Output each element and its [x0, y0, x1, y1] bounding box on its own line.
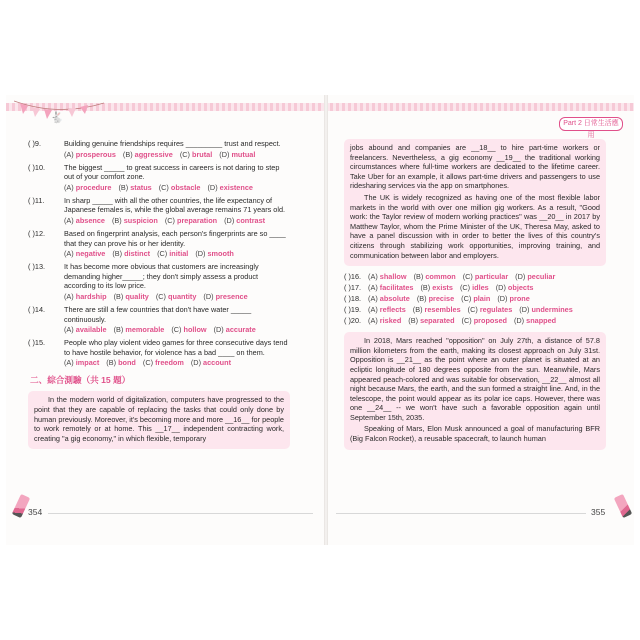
question-number[interactable]: ( )19.	[344, 305, 362, 315]
question-text: Building genuine friendships requires _________ trust and respect.	[64, 139, 281, 148]
question-text: Based on fingerprint analysis, each person's fingerprints are so ____ that they can prove his or her identity.	[64, 228, 286, 248]
option-letter: (C)	[462, 272, 473, 282]
option-letter: (C)	[157, 249, 168, 259]
option-letter: (C)	[158, 182, 169, 192]
option-word: freedom	[155, 358, 184, 368]
footer-rule-left	[48, 513, 313, 514]
option-letter: (D)	[519, 305, 530, 315]
option[interactable]	[515, 272, 555, 282]
pencil-icon	[614, 494, 632, 518]
option[interactable]	[112, 216, 158, 226]
option-word: impact	[75, 358, 100, 368]
option-word: prone	[509, 294, 530, 304]
question-number[interactable]: ( )18.	[344, 294, 362, 304]
passage-text: In the modern world of digitalization, computers have progressed to the point that they are capable of replacing the tasks that could only done by human previously. Moreover, it's becoming more and more __16__ for people to work remotely or at home. This __17__ independent contracting work, creating "a gig economy," in which flexible, temporary	[34, 395, 284, 443]
option-letter: (A)	[64, 291, 74, 301]
option[interactable]	[191, 358, 231, 368]
option[interactable]	[368, 294, 410, 304]
question-number[interactable]: ( )15.	[28, 338, 46, 348]
question-item	[28, 305, 290, 335]
option-letter: (D)	[195, 249, 206, 259]
option-letter: (C)	[179, 149, 190, 159]
option-word: memorable	[125, 325, 165, 335]
option-word: existence	[219, 182, 253, 192]
option[interactable]	[180, 150, 212, 160]
option[interactable]	[106, 358, 136, 368]
option[interactable]	[156, 292, 197, 302]
left-page	[28, 139, 290, 449]
option[interactable]	[118, 183, 151, 193]
option-letter: (B)	[106, 358, 117, 368]
question-item	[344, 271, 606, 282]
option[interactable]	[368, 316, 401, 326]
option-letter: (B)	[113, 291, 124, 301]
options-row	[368, 305, 573, 315]
option-letter: (C)	[155, 291, 166, 301]
question-number[interactable]: ( )12.	[28, 228, 46, 238]
question-item	[344, 282, 606, 293]
question-number[interactable]: ( )17.	[344, 283, 362, 293]
option-letter: (D)	[207, 182, 218, 192]
option[interactable]	[157, 249, 188, 259]
option[interactable]	[519, 305, 573, 315]
question-number[interactable]: ( )9.	[28, 139, 41, 148]
option-word: smooth	[207, 249, 234, 259]
passage-box	[28, 391, 290, 449]
question-item	[28, 163, 290, 193]
option[interactable]	[414, 272, 456, 282]
option-letter: (C)	[142, 358, 154, 368]
option-word: aggressive	[134, 149, 173, 159]
option-word: resembles	[424, 305, 461, 315]
option-word: undermines	[531, 305, 573, 315]
option-word: facilitates	[379, 283, 414, 293]
question-text: The biggest _____ to great success in careers is not daring to step out of your comfort zone.	[64, 162, 280, 182]
right-page	[344, 139, 606, 450]
option[interactable]	[514, 316, 556, 326]
option-letter: (C)	[461, 294, 472, 304]
options-row	[64, 325, 290, 335]
option-word: accurate	[225, 325, 256, 335]
option-letter: (C)	[164, 215, 175, 225]
question-text: In sharp _____ with all the other countries, the life expectancy of Japanese females is, while the global average remains 71 years old.	[64, 195, 286, 215]
option-word: status	[130, 182, 152, 192]
option-letter: (D)	[495, 283, 506, 293]
book-spine	[324, 95, 328, 545]
option[interactable]	[496, 283, 534, 293]
options-row	[368, 316, 556, 326]
option[interactable]	[413, 305, 461, 315]
option-word: particular	[474, 272, 509, 282]
option-word: regulates	[479, 305, 513, 315]
option[interactable]	[123, 150, 173, 160]
options-row	[368, 294, 530, 304]
passage-box-2	[344, 332, 606, 450]
question-number[interactable]: ( )16.	[344, 272, 362, 282]
question-item	[344, 304, 606, 315]
option[interactable]	[420, 283, 452, 293]
footer-rule-right	[336, 513, 586, 514]
option-word: presence	[215, 291, 248, 301]
question-item	[28, 338, 290, 368]
option-word: absence	[75, 215, 105, 225]
option-letter: (A)	[368, 283, 378, 293]
option-word: shallow	[379, 272, 407, 282]
option-word: risked	[379, 316, 402, 326]
option-letter: (C)	[467, 305, 478, 315]
question-number[interactable]: ( )13.	[28, 262, 46, 272]
option[interactable]	[64, 358, 99, 368]
option[interactable]	[159, 183, 201, 193]
question-number[interactable]: ( )10.	[28, 162, 46, 172]
option-letter: (D)	[515, 272, 526, 282]
option[interactable]	[64, 150, 116, 160]
option-word: plain	[473, 294, 491, 304]
option-letter: (B)	[111, 215, 122, 225]
option-word: suspicion	[123, 215, 158, 225]
option-letter: (B)	[413, 272, 424, 282]
option-letter: (B)	[412, 305, 423, 315]
option-word: obstacle	[170, 182, 201, 192]
question-item	[28, 196, 290, 226]
question-number[interactable]: ( )14.	[28, 304, 46, 314]
option-letter: (A)	[368, 316, 378, 326]
option-word: common	[425, 272, 456, 282]
options-row	[64, 249, 290, 259]
option-letter: (A)	[368, 272, 378, 282]
vocab-question-list	[28, 139, 290, 368]
option-word: distinct	[124, 249, 151, 259]
option[interactable]	[408, 316, 454, 326]
option-letter: (A)	[64, 358, 74, 368]
option-letter: (A)	[64, 149, 74, 159]
option-word: snapped	[526, 316, 557, 326]
option-word: hardship	[75, 291, 107, 301]
option-word: preparation	[176, 215, 218, 225]
passage-paragraph: Speaking of Mars, Elon Musk announced a goal of manufacturing BFR (Big Falcon Rocket), a reusable spacecraft, to launch human	[350, 424, 600, 444]
question-text: People who play violent video games for three consecutive days tend to have hostile behavior, for violence has a bad ____ on them.	[64, 338, 288, 357]
option-word: absolute	[379, 294, 410, 304]
question-item	[28, 262, 290, 302]
option[interactable]	[64, 183, 111, 193]
option[interactable]	[64, 216, 105, 226]
option-word: mutual	[231, 149, 256, 159]
question-item	[28, 229, 290, 259]
options-row	[64, 292, 290, 302]
part-badge: Part 2 日常生活應用	[559, 117, 623, 131]
option-word: contrast	[236, 215, 266, 225]
options-row	[64, 183, 290, 193]
options-row	[64, 358, 290, 368]
section-title: 二、綜合測驗（共 15 題）	[30, 375, 131, 386]
option[interactable]	[368, 283, 413, 293]
option[interactable]	[214, 325, 256, 335]
option[interactable]	[461, 294, 490, 304]
options-row	[368, 272, 555, 282]
option-letter: (B)	[113, 325, 124, 335]
option-word: brutal	[191, 149, 213, 159]
option-word: separated	[420, 316, 455, 326]
option[interactable]	[468, 305, 513, 315]
option-letter: (A)	[368, 294, 378, 304]
option[interactable]	[208, 183, 253, 193]
option[interactable]	[224, 216, 265, 226]
passage-paragraph: In 2018, Mars reached "opposition" on July 27th, a distance of 57.8 million kilometers from the earth, making its closest approach on July 31st. Opposition is __21__ as the point where an outer planet is situated at an ecliptic longitude of 180 degrees opposite from the sun. Meanwhile, Mars appeared peach-colored and was suitable for observation, __22__ almost all night because Mars, the earth, and the sun formed a straight line. And, in the telescope, the point would appear as its polar ice caps. However, there was one __24__ -- we won't have such a favorable opposition again until September 15th, 2035.	[350, 336, 600, 422]
option[interactable]	[165, 216, 217, 226]
option-word: account	[203, 358, 232, 368]
passage-paragraph: The UK is widely recognized as having one of the most flexible labor markets in the world with over one million gig workers. As a result, "Good work: the Taylor review of modern working practices" was __20__ in 2017 by Matthew Taylor, whom the Prime Minister of the UK, Theresa May, asked to have a panel discussion with in order to better the lives of this country's citizens through stabilizing work opportunities, improving training, and communication between labor and employers.	[350, 192, 600, 260]
option[interactable]	[368, 305, 406, 315]
option[interactable]	[219, 150, 255, 160]
options-row	[64, 150, 290, 160]
option-letter: (A)	[64, 325, 74, 335]
option[interactable]	[195, 249, 234, 259]
option[interactable]	[64, 292, 107, 302]
passage-box-continued	[344, 139, 606, 266]
option-word: quality	[125, 291, 149, 301]
option-letter: (B)	[416, 294, 427, 304]
option[interactable]	[203, 292, 247, 302]
option-letter: (A)	[368, 305, 378, 315]
option-letter: (B)	[122, 149, 133, 159]
option[interactable]	[64, 249, 105, 259]
option-word: proposed	[473, 316, 507, 326]
option-letter: (B)	[118, 182, 129, 192]
option-word: precise	[428, 294, 455, 304]
option-word: exists	[432, 283, 453, 293]
question-text: It has become more obvious that customers are increasingly demanding higher_____; they don't simply assess a product according to its low price.	[64, 262, 259, 291]
option-letter: (B)	[112, 249, 123, 259]
option-letter: (D)	[497, 294, 508, 304]
question-item	[28, 139, 290, 160]
option-word: negative	[75, 249, 106, 259]
option[interactable]	[417, 294, 454, 304]
option-letter: (A)	[64, 249, 74, 259]
option[interactable]	[463, 272, 508, 282]
option-word: objects	[507, 283, 534, 293]
option[interactable]	[143, 358, 184, 368]
question-item	[344, 315, 606, 326]
option-letter: (B)	[408, 316, 419, 326]
option[interactable]	[368, 272, 407, 282]
option-word: quantity	[168, 291, 197, 301]
question-number[interactable]: ( )11.	[28, 195, 45, 205]
question-text: There are still a few countries that don't have water _____ continuously.	[64, 304, 252, 324]
option-letter: (C)	[461, 316, 472, 326]
page-number-left: 354	[28, 507, 43, 517]
option-letter: (C)	[171, 325, 182, 335]
question-item	[344, 293, 606, 304]
option[interactable]	[114, 292, 149, 302]
question-number[interactable]: ( )20.	[344, 316, 362, 326]
option-word: peculiar	[527, 272, 556, 282]
option[interactable]	[497, 294, 529, 304]
option-letter: (D)	[190, 358, 202, 368]
option-word: idles	[472, 283, 489, 293]
options-row	[64, 216, 290, 226]
option-letter: (D)	[224, 215, 235, 225]
option-letter: (D)	[219, 149, 230, 159]
option-word: available	[75, 325, 107, 335]
option-letter: (C)	[459, 283, 471, 293]
option-word: prosperous	[75, 149, 116, 159]
option-letter: (A)	[64, 182, 74, 192]
option[interactable]	[460, 283, 489, 293]
option-letter: (D)	[203, 291, 214, 301]
option[interactable]	[64, 325, 107, 335]
option-letter: (D)	[513, 316, 525, 326]
option-word: procedure	[75, 182, 112, 192]
option[interactable]	[462, 316, 507, 326]
option-letter: (B)	[420, 283, 431, 293]
option-letter: (A)	[64, 215, 74, 225]
passage-paragraph: jobs abound and companies are __18__ to hire part-time workers or freelancers. Nevertheless, a gig economy __19__ the traditional working circumstances where full-time workers are dedicated to the lifetime career. Take Uber for an example, it allows part-time drivers and passengers to use ridesharing services via the app on smartphones.	[350, 143, 600, 191]
option-word: hollow	[183, 325, 207, 335]
option[interactable]	[171, 325, 206, 335]
cloze-question-list	[344, 271, 606, 326]
bunny-icon: 🐇	[50, 112, 64, 124]
page-number-right: 355	[591, 507, 606, 517]
option[interactable]	[112, 249, 150, 259]
option-word: bond	[118, 358, 136, 368]
book-spread	[6, 95, 634, 545]
option-word: initial	[169, 249, 189, 259]
option-word: reflects	[379, 305, 406, 315]
option[interactable]	[114, 325, 165, 335]
options-row	[368, 283, 533, 293]
option-letter: (D)	[213, 325, 224, 335]
